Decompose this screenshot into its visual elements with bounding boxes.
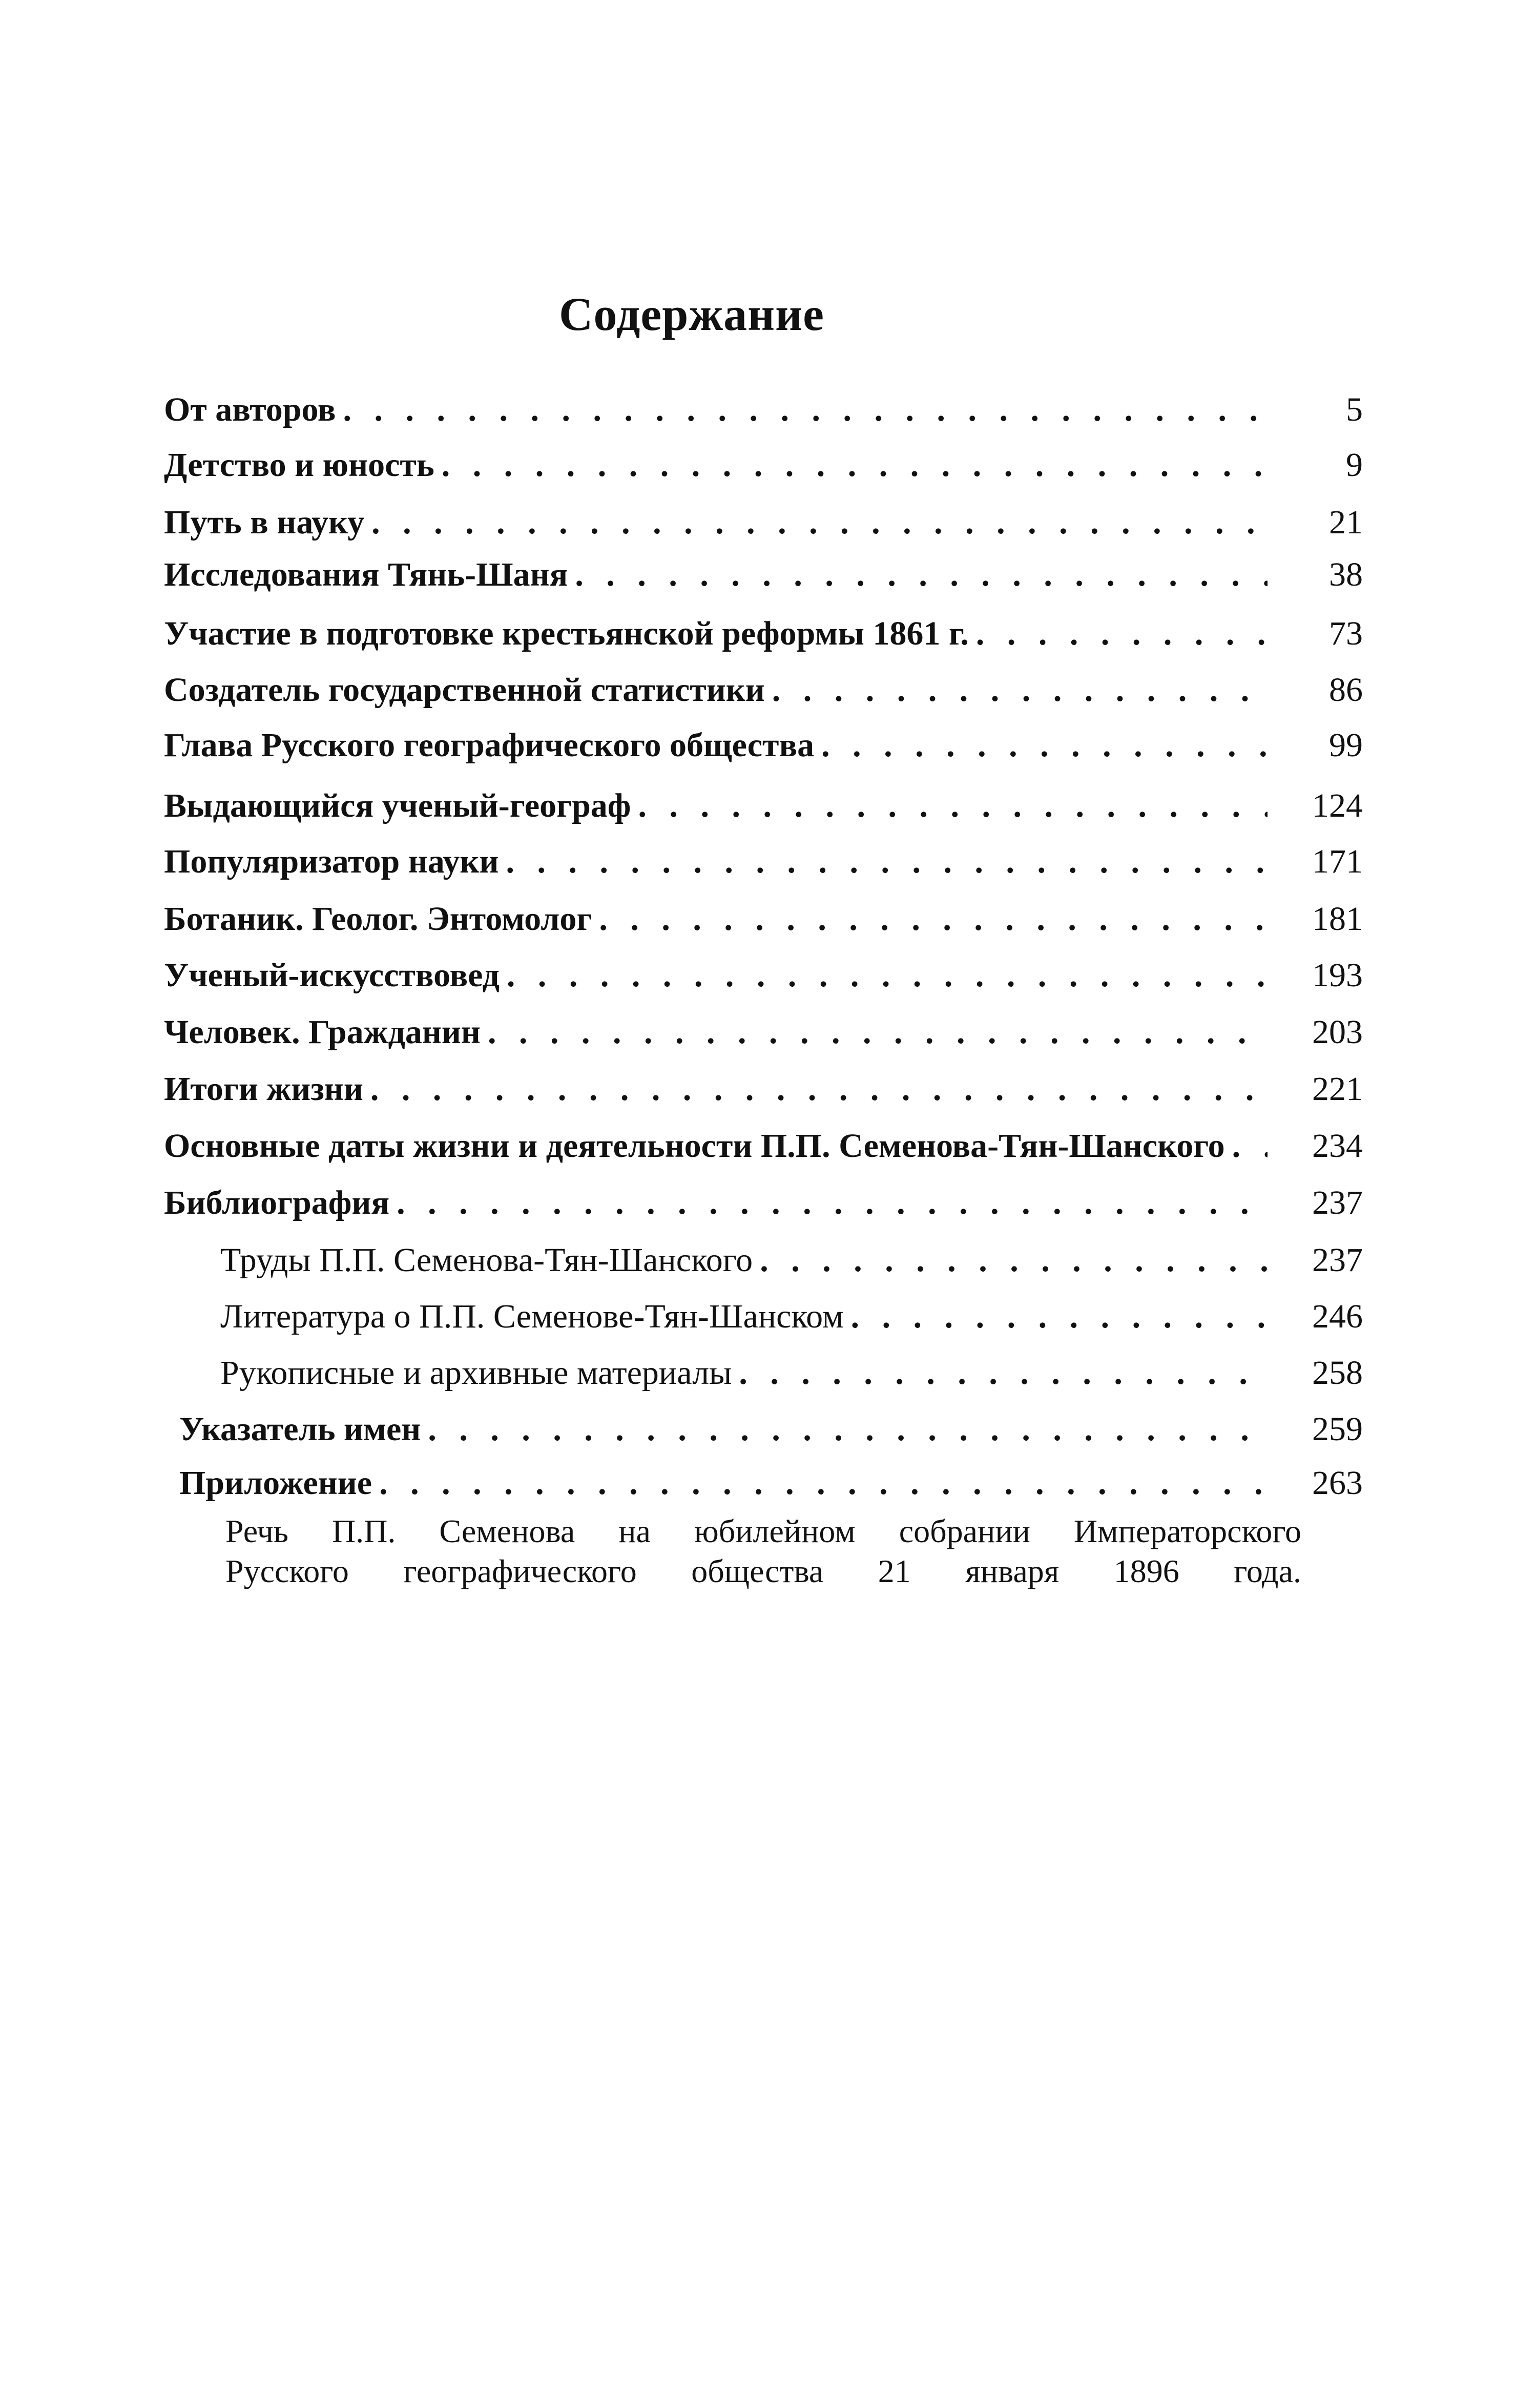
toc-page-number: 38 <box>1329 556 1363 593</box>
toc-page-number: 21 <box>1329 504 1363 541</box>
toc-page-number: 221 <box>1312 1070 1363 1108</box>
toc-entry-label: Труды П.П. Семенова-Тян-Шанского <box>220 1241 753 1279</box>
leader-dots <box>739 1347 1268 1399</box>
leader-dots <box>976 608 1268 659</box>
leader-dots <box>371 497 1268 548</box>
toc-entry-label: Приложение <box>179 1464 372 1502</box>
toc-entry[interactable] <box>164 440 1363 491</box>
toc-page-number: 246 <box>1312 1298 1363 1335</box>
toc-entry[interactable] <box>164 665 1363 716</box>
leader-dots <box>507 950 1268 1001</box>
leader-dots <box>428 1404 1268 1455</box>
toc-entry-label: Путь в науку <box>164 504 365 541</box>
leader-dots <box>1232 1120 1268 1172</box>
toc-subentry[interactable] <box>220 1291 1363 1342</box>
toc-entry[interactable] <box>179 1458 1363 1509</box>
leader-dots <box>599 894 1268 945</box>
toc-entry-label: Популяризатор науки <box>164 843 499 880</box>
toc-entry[interactable] <box>164 894 1363 945</box>
page-title: Содержание <box>559 288 824 340</box>
toc-entry-label: Участие в подготовке крестьянской реформы 1861 г. <box>164 615 969 652</box>
leader-dots <box>442 440 1268 491</box>
toc-entry[interactable] <box>164 780 1363 832</box>
toc-page-number: 73 <box>1329 615 1363 652</box>
toc-entry-label: Исследования Тянь-Шаня <box>164 556 568 593</box>
leader-dots <box>772 665 1268 716</box>
toc-page-number: 9 <box>1346 446 1363 484</box>
toc-page-number: 181 <box>1312 900 1363 938</box>
leader-dots <box>760 1235 1268 1286</box>
toc-entry[interactable] <box>164 836 1363 887</box>
leader-dots <box>638 780 1268 832</box>
toc-entry[interactable] <box>164 1177 1363 1229</box>
toc-entry-label: Ботаник. Геолог. Энтомолог <box>164 900 592 938</box>
toc-entry-label: Создатель государственной статистики <box>164 671 765 709</box>
appendix-note-line-1: Речь П.П. Семенова на юбилейном собрании Императорского <box>225 1513 1301 1549</box>
toc-entry-label: От авторов <box>164 391 336 428</box>
leader-dots <box>379 1458 1268 1509</box>
toc-entry[interactable] <box>164 549 1363 600</box>
toc-page-number: 203 <box>1312 1013 1363 1051</box>
toc-entry-label: Выдающийся ученый-географ <box>164 787 631 824</box>
leader-dots <box>821 720 1268 771</box>
appendix-note <box>225 1511 1301 1591</box>
toc-entry-label: Ученый-искусствовед <box>164 957 500 994</box>
toc-entry[interactable] <box>164 497 1363 548</box>
leader-dots <box>506 836 1268 887</box>
toc-page-number: 171 <box>1312 843 1363 880</box>
toc-entry-label: Литература о П.П. Семенове-Тян-Шанском <box>220 1298 844 1335</box>
leader-dots <box>343 384 1268 435</box>
leader-dots <box>370 1064 1268 1115</box>
toc-page-number: 234 <box>1312 1127 1363 1165</box>
toc-entry-label: Итоги жизни <box>164 1070 363 1108</box>
leader-dots <box>397 1177 1268 1229</box>
toc-subentry[interactable] <box>220 1347 1363 1399</box>
toc-entry[interactable] <box>164 1120 1363 1172</box>
toc-entry-label: Библиография <box>164 1184 390 1221</box>
toc-entry[interactable] <box>179 1404 1363 1455</box>
toc-entry-label: Детство и юность <box>164 446 434 484</box>
toc-page-number: 124 <box>1312 787 1363 824</box>
toc-subentry[interactable] <box>220 1235 1363 1286</box>
toc-entry[interactable] <box>164 608 1363 659</box>
toc-entry[interactable] <box>164 950 1363 1001</box>
toc-entry-label: Глава Русского географического общества <box>164 726 815 764</box>
toc-entry-label: Указатель имен <box>179 1410 421 1448</box>
toc-entry-label: Человек. Гражданин <box>164 1013 481 1051</box>
toc-entry-label: Рукописные и архивные материалы <box>220 1354 732 1392</box>
leader-dots <box>575 549 1268 600</box>
appendix-note-line-2: Русского географического общества 21 января 1896 года. <box>225 1553 1301 1589</box>
leader-dots <box>488 1007 1268 1058</box>
toc-page-number: 99 <box>1329 726 1363 764</box>
toc-entry[interactable] <box>164 1064 1363 1115</box>
toc-entry[interactable] <box>164 720 1363 771</box>
toc-entry-label: Основные даты жизни и деятельности П.П. Семенова-Тян-Шанского <box>164 1127 1225 1165</box>
toc-page-number: 193 <box>1312 957 1363 994</box>
toc-entry[interactable] <box>164 384 1363 435</box>
toc-page-number: 237 <box>1312 1184 1363 1221</box>
toc-page-number: 237 <box>1312 1241 1363 1279</box>
toc-entry[interactable] <box>164 1007 1363 1058</box>
toc-page-number: 263 <box>1312 1464 1363 1502</box>
toc-page-number: 259 <box>1312 1410 1363 1448</box>
toc-page-number: 258 <box>1312 1354 1363 1392</box>
toc-page-number: 86 <box>1329 671 1363 709</box>
toc-page-number: 5 <box>1346 391 1363 428</box>
leader-dots <box>851 1291 1268 1342</box>
